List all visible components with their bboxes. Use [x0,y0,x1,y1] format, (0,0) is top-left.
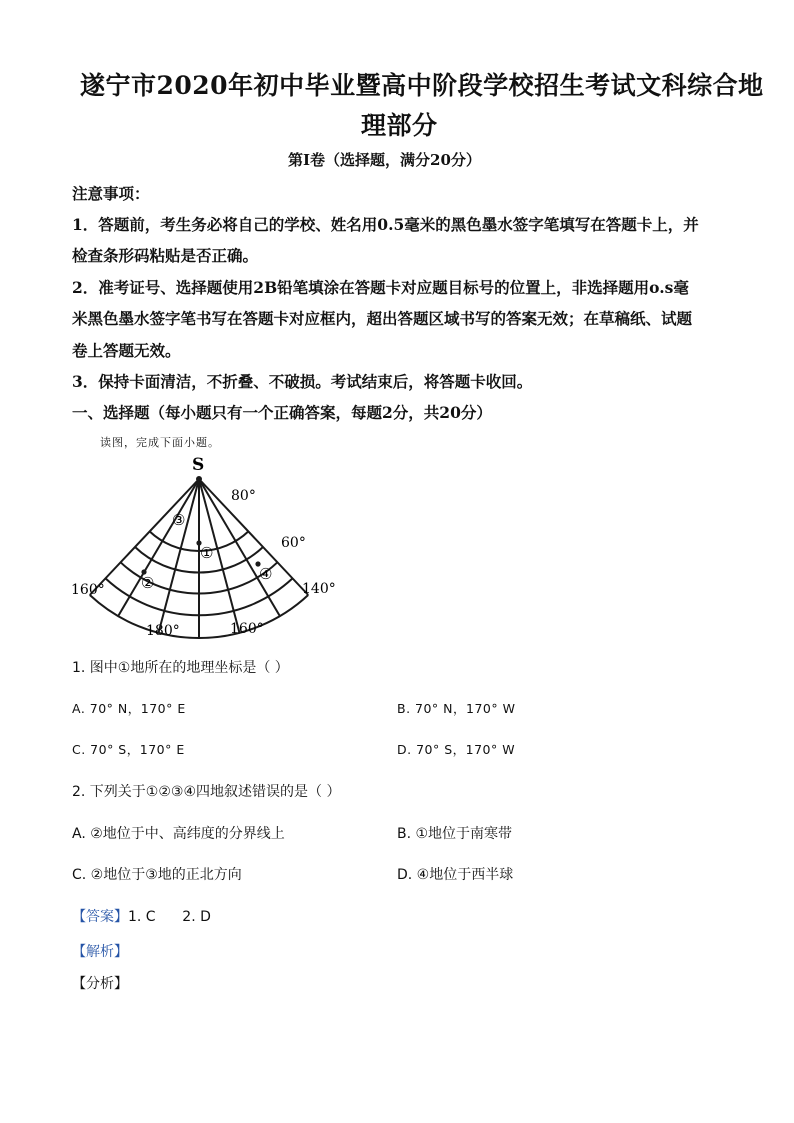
lat-label-80: 80° [231,488,256,504]
lon-label-160-right: 160° [230,621,264,637]
answer-text: 1. C 2. D [128,909,211,925]
figure-intro: 读图，完成下面小题。 [100,436,220,449]
q2-option-c: C. ②地位于③地的正北方向 [72,867,242,883]
notice-item-2-line-1: 2．准考证号、选择题使用2B铅笔填涂在答题卡对应题目标号的位置上，非选择题用o.s毫 [72,278,689,297]
notice-heading: 注意事项： [72,184,150,203]
point-3-label: ③ [172,511,186,529]
title-line-1: 遂宁市2020年初中毕业暨高中阶段学校招生考试文科综合地 [80,71,764,100]
notice-item-1-line-1: 1．答题前，考生务必将自己的学校、姓名用0.5毫米的黑色墨水签字笔填写在答题卡上，并 [72,215,699,234]
notice-item-1-line-2: 检查条形码粘贴是否正确。 [72,246,259,265]
answer-line [72,906,211,926]
q2-stem: 2. 下列关于①②③④四地叙述错误的是（ ） [72,784,341,800]
meridian-180 [158,479,199,634]
pole-label: S [192,455,205,475]
point-1-label: ① [200,544,214,562]
title-line-2: 理部分 [361,111,438,140]
q1-option-b: B. 70° N，170° W [397,701,516,716]
lon-label-160-left: 160° [71,582,105,598]
analysis-tag: 【解析】 [72,944,128,960]
notice-item-3: 3．保持卡面清洁，不折叠、不破损。考试结束后，将答题卡收回。 [72,372,533,391]
q2-option-a: A. ②地位于中、高纬度的分界线上 [72,826,285,842]
notice-item-2-line-3: 卷上答题无效。 [72,341,181,360]
q2-option-b: B. ①地位于南寒带 [397,826,513,842]
south-pole-dot [196,476,202,482]
breakdown-tag: 【分析】 [72,976,128,992]
meridian-170-left [118,479,199,617]
lat-label-60: 60° [281,535,306,551]
lon-label-180: 180° [146,623,180,639]
lon-label-140: 140° [302,581,336,597]
q1-option-d: D. 70° S，170° W [397,742,516,757]
point-4-label: ④ [259,565,273,583]
q1-stem: 1. 图中①地所在的地理坐标是（ ） [72,660,289,676]
polar-grid-figure [66,454,346,644]
paper-subtitle: 第Ⅰ卷（选择题，满分20分） [288,151,481,169]
q2-option-d: D. ④地位于西半球 [397,867,514,883]
q1-option-a: A. 70° N，170° E [72,701,186,716]
point-2-label: ② [141,574,155,592]
notice-item-2-line-2: 米黑色墨水签字笔书写在答题卡对应框内，超出答题区域书写的答案无效；在草稿纸、试题 [72,309,693,328]
q1-option-c: C. 70° S，170° E [72,742,185,757]
section-heading: 一、选择题（每小题只有一个正确答案，每题2分，共20分） [72,403,492,422]
answer-tag: 【答案】 [72,909,128,925]
